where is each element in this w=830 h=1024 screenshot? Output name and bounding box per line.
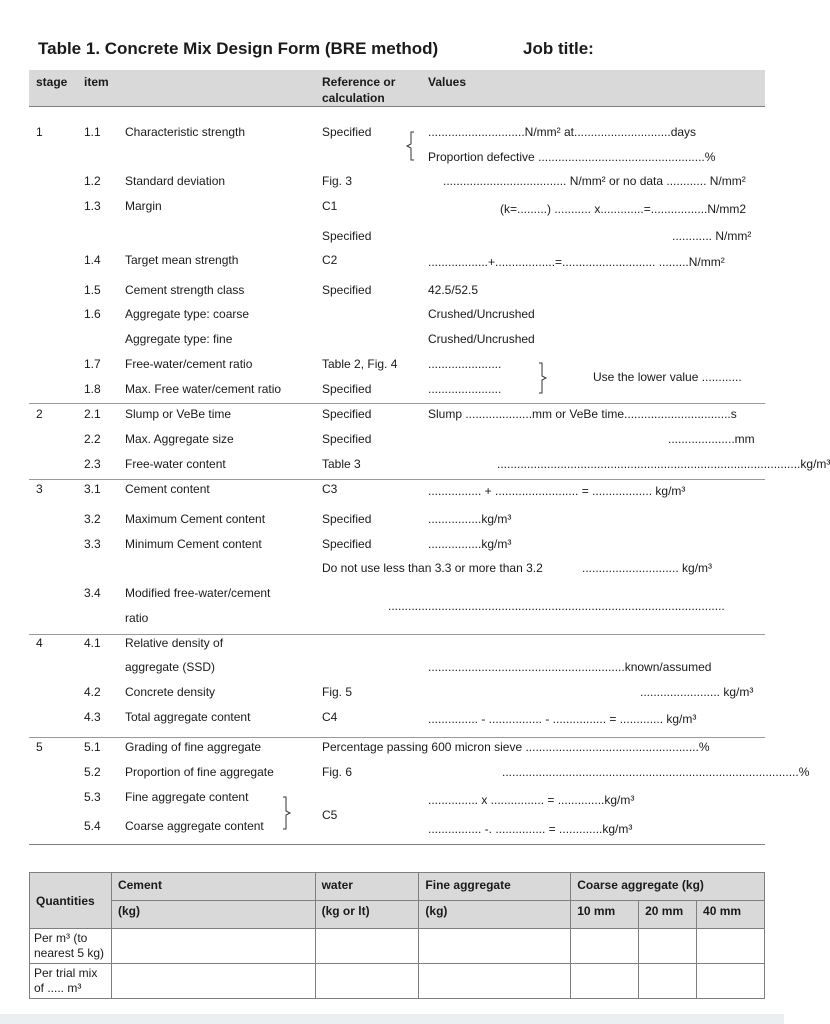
item-1-1-value-defective[interactable]: Proportion defective ..................................................% (428, 150, 716, 164)
item-2-2-description: Max. Aggregate size (125, 432, 234, 446)
lower-value-note[interactable]: Use the lower value ............ (593, 370, 742, 384)
stage-divider (29, 479, 765, 480)
item-2-1-value[interactable]: Slump ....................mm or VeBe time................................s (428, 407, 737, 421)
stage-divider (29, 737, 765, 738)
item-1-8-description: Max. Free water/cement ratio (125, 382, 282, 396)
row-label-line: of ..... m³ (34, 981, 82, 995)
item-4-3-reference: C4 (322, 710, 338, 724)
coarse-aggregate-header: Coarse aggregate (kg) (571, 873, 765, 901)
form-bottom-rule (29, 844, 765, 845)
item-1-4-value[interactable]: ..................+..................=............................ .........N/mm² (428, 255, 725, 269)
brace-bracket (402, 131, 420, 161)
row-label-line: nearest 5 kg) (34, 946, 105, 960)
item-1-3-number: 1.3 (84, 199, 101, 213)
item-3-3-note-value[interactable]: ............................. kg/m³ (582, 561, 713, 575)
item-1-4-reference: C2 (322, 253, 338, 267)
item-4-1-description-cont: aggregate (SSD) (125, 660, 216, 674)
row-label-line: Per trial mix (34, 966, 98, 980)
item-1-6-value: Crushed/Uncrushed (428, 307, 535, 321)
quantities-table (29, 872, 765, 999)
fine-aggregate-unit: (kg) (419, 901, 571, 929)
bottom-scroll-strip (0, 1014, 784, 1024)
item-2-3-description: Free-water content (125, 457, 226, 471)
cell-water-per-trial[interactable] (315, 964, 419, 999)
row-label-per-trial (30, 964, 112, 999)
header-calculation: calculation (322, 91, 385, 105)
item-5-4-description: Coarse aggregate content (125, 819, 264, 833)
item-2-1-reference: Specified (322, 407, 372, 421)
item-1-6-number: 1.6 (84, 307, 101, 321)
coarse-10mm-header: 10 mm (571, 901, 639, 929)
item-5-3-description: Fine aggregate content (125, 790, 249, 804)
item-1-8-value[interactable]: ...................... (428, 382, 502, 396)
item-4-2-value[interactable]: ........................ kg/m³ (640, 685, 754, 699)
header-item: item (84, 75, 109, 89)
item-5-2-description: Proportion of fine aggregate (125, 765, 274, 779)
item-5-4-number: 5.4 (84, 819, 101, 833)
item-2-2-reference: Specified (322, 432, 372, 446)
item-3-3-value[interactable]: ................kg/m³ (428, 537, 512, 551)
fine-aggregate-header: Fine aggregate (419, 873, 571, 901)
item-2-3-reference: Table 3 (322, 457, 361, 471)
cell-coarse10-per-m3[interactable] (571, 929, 639, 964)
coarse-20mm-header: 20 mm (639, 901, 697, 929)
item-1-1-description: Characteristic strength (125, 125, 246, 139)
item-5-1-description: Grading of fine aggregate (125, 740, 262, 754)
item-3-1-description: Cement content (125, 482, 210, 496)
item-4-2-number: 4.2 (84, 685, 101, 699)
item-1-3-description: Margin (125, 199, 162, 213)
row-label-per-m3 (30, 929, 112, 964)
header-values: Values (428, 75, 467, 89)
item-1-2-reference: Fig. 3 (322, 174, 353, 188)
item-1-1-number: 1.1 (84, 125, 101, 139)
table-row (30, 929, 765, 964)
cell-coarse20-per-trial[interactable] (639, 964, 697, 999)
item-1-7-description: Free-water/cement ratio (125, 357, 253, 371)
item-3-1-value[interactable]: ................ + ......................... = .................. kg/m³ (428, 484, 686, 498)
water-header: water (315, 873, 419, 901)
item-3-3-note: Do not use less than 3.3 or more than 3.2 (322, 561, 543, 575)
header-reference: Reference or (322, 75, 396, 89)
stage-1-number: 1 (36, 125, 43, 139)
water-unit: (kg or lt) (315, 901, 419, 929)
cell-coarse20-per-m3[interactable] (639, 929, 697, 964)
item-3-2-value[interactable]: ................kg/m³ (428, 512, 512, 526)
item-1-3-value[interactable]: (k=.........) ........... x.............=.................N/mm2 (500, 202, 747, 216)
item-1-2-value[interactable]: ..................................... N/mm² or no data ............ N/mm² (443, 174, 746, 188)
item-5-4-value[interactable]: ................ -. ............... = .............kg/m³ (428, 822, 633, 836)
item-3-3-number: 3.3 (84, 537, 101, 551)
item-1-7-value[interactable]: ...................... (428, 357, 502, 371)
header-band (29, 70, 765, 107)
cement-header: Cement (111, 873, 315, 901)
item-2-3-value[interactable]: ...........................................................................................kg/m³ (497, 457, 830, 471)
item-1-8-reference: Specified (322, 382, 372, 396)
item-2-1-description: Slump or VeBe time (125, 407, 232, 421)
cell-fine-per-m3[interactable] (419, 929, 571, 964)
item-4-2-description: Concrete density (125, 685, 216, 699)
item-3-4-value[interactable]: ..................................................................................................... (388, 599, 725, 613)
stage-4-number: 4 (36, 636, 43, 650)
item-1-5-number: 1.5 (84, 283, 101, 297)
item-4-2-reference: Fig. 5 (322, 685, 353, 699)
item-1-3-value-specified[interactable]: ............ N/mm² (672, 229, 752, 243)
job-title-label: Job title: (523, 39, 594, 58)
item-4-1-number: 4.1 (84, 636, 101, 650)
cell-cement-per-m3[interactable] (111, 929, 315, 964)
item-2-3-number: 2.3 (84, 457, 101, 471)
item-1-2-number: 1.2 (84, 174, 101, 188)
item-3-4-description-cont: ratio (125, 611, 149, 625)
item-3-4-description: Modified free-water/cement (125, 586, 271, 600)
item-3-3-description: Minimum Cement content (125, 537, 262, 551)
item-4-1-description: Relative density of (125, 636, 224, 650)
item-1-8-number: 1.8 (84, 382, 101, 396)
item-1-1-value-strength[interactable]: .............................N/mm² at.............................days (428, 125, 697, 139)
item-2-2-value[interactable]: ....................mm (668, 432, 755, 446)
stage-5-number: 5 (36, 740, 43, 754)
cement-unit: (kg) (111, 901, 315, 929)
item-1-1-reference: Specified (322, 125, 372, 139)
item-1-7-number: 1.7 (84, 357, 101, 371)
item-1-7-reference: Table 2, Fig. 4 (322, 357, 398, 371)
coarse-40mm-header: 40 mm (697, 901, 765, 929)
item-3-4-number: 3.4 (84, 586, 101, 600)
cell-coarse10-per-trial[interactable] (571, 964, 639, 999)
row-label-line: Per m³ (to (34, 931, 88, 945)
item-5-3-number: 5.3 (84, 790, 101, 804)
cell-cement-per-trial[interactable] (111, 964, 315, 999)
item-2-2-number: 2.2 (84, 432, 101, 446)
item-1-6-value-fine: Crushed/Uncrushed (428, 332, 535, 346)
cell-water-per-m3[interactable] (315, 929, 419, 964)
item-2-1-number: 2.1 (84, 407, 101, 421)
item-1-5-reference: Specified (322, 283, 372, 297)
item-3-3-reference: Specified (322, 537, 372, 551)
item-4-1-value[interactable]: ...........................................................known/assumed (428, 660, 712, 674)
item-1-4-description: Target mean strength (125, 253, 239, 267)
cell-coarse40-per-trial[interactable] (697, 964, 765, 999)
stage-divider (29, 403, 765, 404)
brace-bracket (280, 796, 294, 830)
item-3-1-number: 3.1 (84, 482, 101, 496)
table-row (30, 964, 765, 999)
item-3-1-reference: C3 (322, 482, 338, 496)
cell-coarse40-per-m3[interactable] (697, 929, 765, 964)
item-4-3-number: 4.3 (84, 710, 101, 724)
item-1-5-description: Cement strength class (125, 283, 245, 297)
cell-fine-per-trial[interactable] (419, 964, 571, 999)
item-3-2-reference: Specified (322, 512, 372, 526)
stage-divider (29, 634, 765, 635)
item-5-2-value[interactable]: .........................................................................................% (502, 765, 810, 779)
item-5-3-value[interactable]: ............... x ................ = ..............kg/m³ (428, 793, 635, 807)
item-1-2-description: Standard deviation (125, 174, 226, 188)
item-1-5-value: 42.5/52.5 (428, 283, 479, 297)
item-1-3-reference: C1 (322, 199, 338, 213)
item-5-3-reference: C5 (322, 808, 338, 822)
item-5-2-reference: Fig. 6 (322, 765, 353, 779)
header-stage: stage (36, 75, 68, 89)
quantities-label: Quantities (30, 873, 112, 929)
item-4-3-description: Total aggregate content (125, 710, 251, 724)
item-3-2-description: Maximum Cement content (125, 512, 266, 526)
stage-2-number: 2 (36, 407, 43, 421)
item-3-2-number: 3.2 (84, 512, 101, 526)
form-title: Table 1. Concrete Mix Design Form (BRE method) (38, 39, 439, 58)
item-5-2-number: 5.2 (84, 765, 101, 779)
item-4-3-value[interactable]: ............... - ................ - ................ = ............. kg/m³ (428, 712, 697, 726)
item-1-6-description-fine: Aggregate type: fine (125, 332, 233, 346)
item-1-4-number: 1.4 (84, 253, 101, 267)
item-1-3-reference-specified: Specified (322, 229, 372, 243)
brace-bracket (536, 362, 552, 394)
item-5-1-number: 5.1 (84, 740, 101, 754)
item-1-6-description: Aggregate type: coarse (125, 307, 250, 321)
item-5-1-reference[interactable]: Percentage passing 600 micron sieve ....................................................% (322, 740, 710, 754)
stage-3-number: 3 (36, 482, 43, 496)
